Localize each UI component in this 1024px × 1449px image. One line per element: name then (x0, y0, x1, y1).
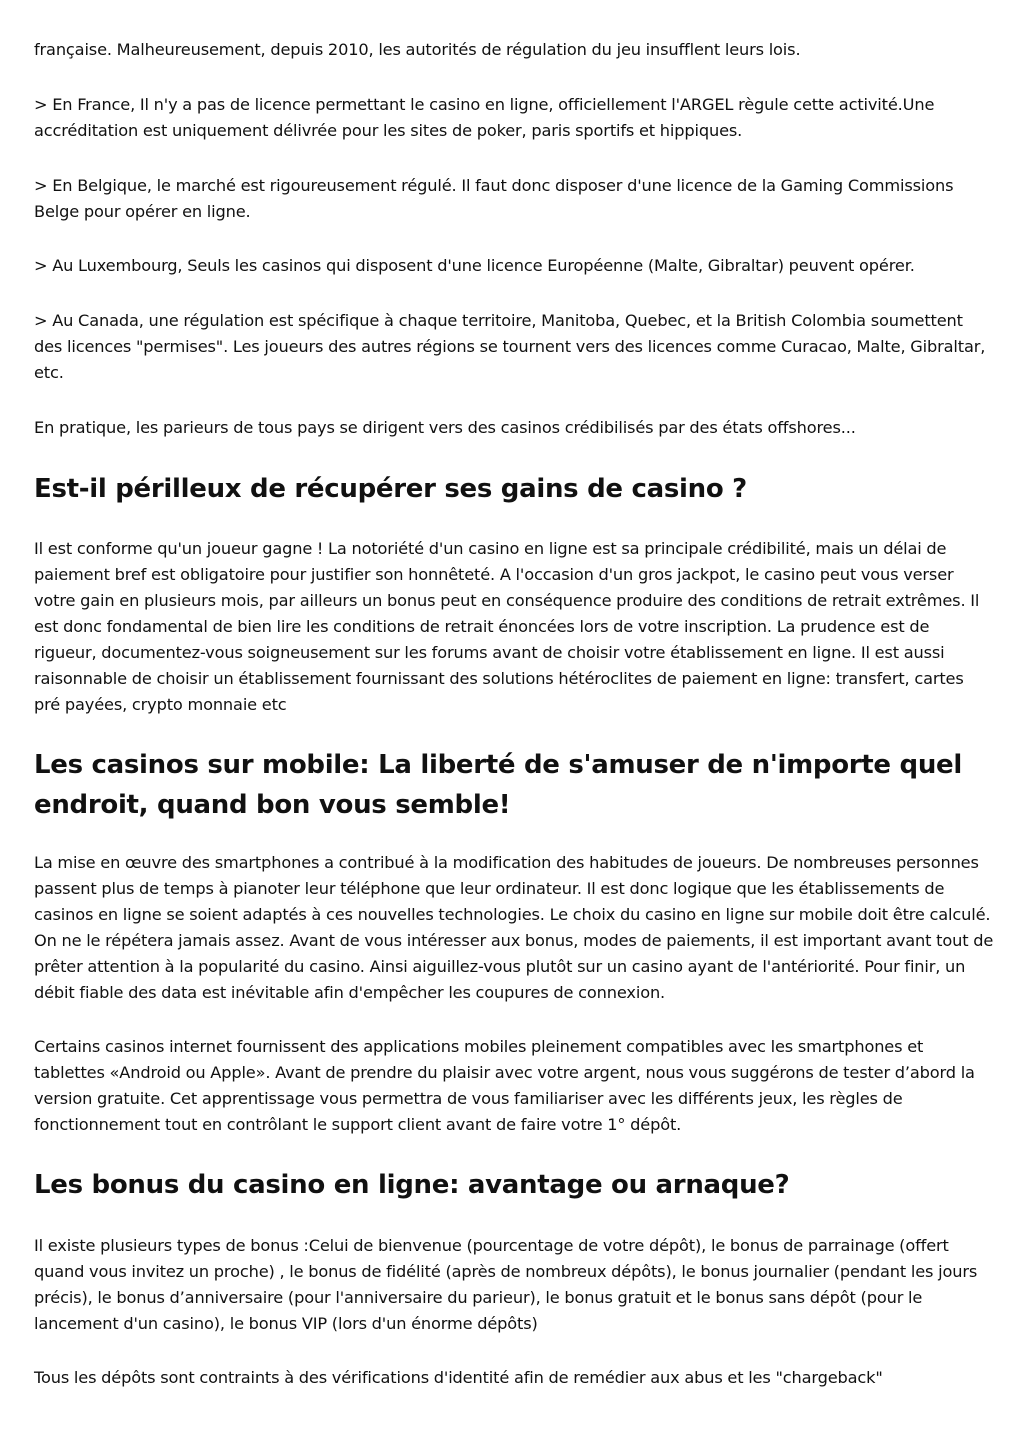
paragraph-luxembourg: > Au Luxembourg, Seuls les casinos qui disposent d'une licence Européenne (Malte, Gibraltar) peuvent opérer. (34, 256, 915, 275)
paragraph-gains: Il est conforme qu'un joueur gagne ! La notoriété d'un casino en ligne est sa principale crédibilité, mais un délai de paiement bref est obligatoire pour justifier son honnêteté. A l'occasion d'un gros jackpot, le casino peut vous verser votre gain en plusieurs mois, par ailleurs un bonus peut en conséquence produire des conditions de retrait extrêmes. Il est donc fondamental de bien lire les conditions de retrait énoncées lors de votre inscription. La prudence est de rigueur, documentez-vous soigneusement sur les forums avant de choisir votre établissement en ligne. Il est aussi raisonnable de choisir un établissement fournissant des solutions hétéroclites de paiement en ligne: transfert, cartes pré payées, crypto monnaie etc (34, 539, 980, 714)
paragraph-belgique: > En Belgique, le marché est rigoureusement régulé. Il faut donc disposer d'une licence de la Gaming Commissions Belge pour opérer en ligne. (34, 176, 954, 221)
heading-bonus-casino: Les bonus du casino en ligne: avantage ou arnaque? (34, 1170, 790, 1200)
paragraph-france: > En France, Il n'y a pas de licence permettant le casino en ligne, officiellement l'ARGEL règule cette activité.Une accréditation est uniquement délivrée pour les sites de poker, paris sportifs et hippiques. (34, 95, 935, 140)
paragraph-mobile-smartphones: La mise en œuvre des smartphones a contribué à la modification des habitudes de joueurs. De nombreuses personnes passent plus de temps à pianoter leur téléphone que leur ordinateur. Il est donc logique que les établissements de casinos en ligne se soient adaptés à ces nouvelles technologies. Le choix du casino en ligne sur mobile doit être calculé. On ne le répétera jamais assez. Avant de vous intéresser aux bonus, modes de paiements, il est important avant tout de prêter attention à la popularité du casino. Ainsi aiguillez-vous plutôt sur un casino ayant de l'antériorité. Pour finir, un débit fiable des data est inévitable afin d'empêcher les coupures de connexion. (34, 853, 994, 1002)
paragraph-depots-verification: Tous les dépôts sont contraints à des vérifications d'identité afin de remédier aux abus et les "chargeback" (34, 1368, 883, 1387)
paragraph-mobile-applications: Certains casinos internet fournissent des applications mobiles pleinement compatibles avec les smartphones et tablettes «Android ou Apple». Avant de prendre du plaisir avec votre argent, nous vous suggérons de tester d’abord la version gratuite. Cet apprentissage vous permettra de vous familiariser avec les différents jeux, les règles de fonctionnement tout en contrôlant le support client avant de faire votre 1° dépôt. (34, 1037, 975, 1134)
paragraph-offshore: En pratique, les parieurs de tous pays se dirigent vers des casinos crédibilisés par des états offshores... (34, 418, 856, 437)
heading-casinos-mobile: Les casinos sur mobile: La liberté de s'amuser de n'importe quel endroit, quand bon vous semble! (34, 750, 962, 820)
heading-recuperer-gains: Est-il périlleux de récupérer ses gains de casino ? (34, 474, 747, 504)
paragraph-canada: > Au Canada, une régulation est spécifique à chaque territoire, Manitoba, Quebec, et la British Colombia soumettent des licences "permises". Les joueurs des autres régions se tournent vers des licences comme Curacao, Malte, Gibraltar, etc. (34, 311, 986, 382)
paragraph-regulation-intro: française. Malheureusement, depuis 2010, les autorités de régulation du jeu insufflent leurs lois. (34, 40, 801, 59)
paragraph-types-bonus: Il existe plusieurs types de bonus :Celui de bienvenue (pourcentage de votre dépôt), le bonus de parrainage (offert quand vous invitez un proche) , le bonus de fidélité (après de nombreux dépôts), le bonus journalier (pendant les jours précis), le bonus d’anniversaire (pour l'anniversaire du parieur), le bonus gratuit et le bonus sans dépôt (pour le lancement d'un casino), le bonus VIP (lors d'un énorme dépôts) (34, 1236, 978, 1333)
